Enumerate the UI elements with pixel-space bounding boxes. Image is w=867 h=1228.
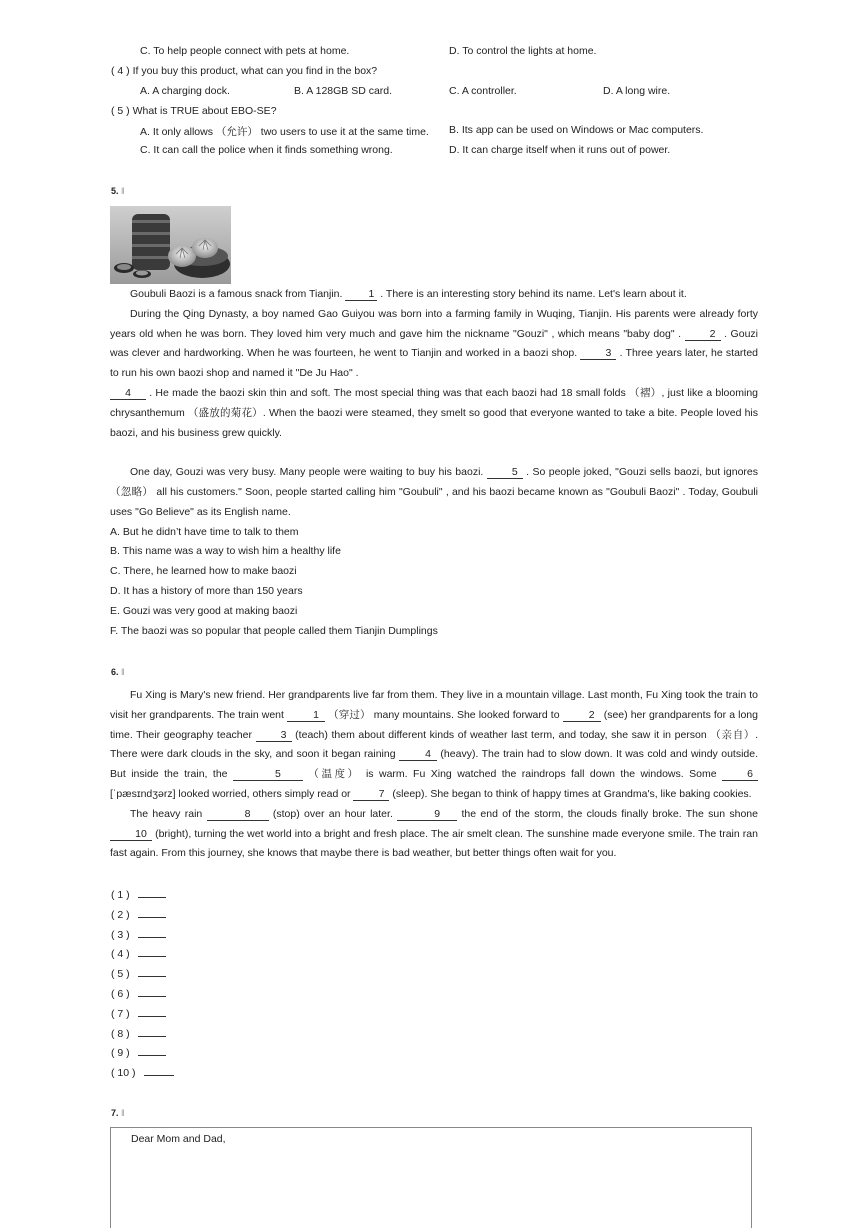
section-5-title: 5. ǁ: [111, 186, 125, 196]
blank-6-3[interactable]: 3: [256, 729, 292, 742]
answer-row[interactable]: ( 7 ): [111, 1005, 174, 1025]
answer-row[interactable]: ( 10 ): [111, 1064, 174, 1084]
section-6-title: 6. ǁ: [111, 667, 125, 677]
option-f: F. The baozi was so popular that people called them Tianjin Dumplings: [110, 624, 438, 637]
writing-box[interactable]: [110, 1127, 752, 1228]
blank-6-8[interactable]: 8: [207, 808, 269, 821]
blank-6-6[interactable]: 6: [722, 768, 758, 781]
option-c: C. There, he learned how to make baozi: [110, 565, 297, 578]
q5-option-a: A. It only allows （允许） two users to use it at the same time.: [140, 126, 429, 138]
blank-6-4[interactable]: 4: [399, 748, 437, 761]
letter-greeting: Dear Mom and Dad,: [131, 1133, 226, 1145]
blank-2[interactable]: 2: [685, 328, 721, 341]
section-5-passage: Goubuli Baozi is a famous snack from Tianjin. 1 . There is an interesting story behind its name. Let's learn about it. During the Qing Dynasty, a boy named Gao Guiyou was born into a farming family in Wuqing, Tianjin. His parents were already forty years old when he was born. They loved him very much and gave him the nickname "Gouzi" , which means "baby dog" . 2 . Gouzi was clever and hardworking. When he was fourteen, he went to Tianjin and worked in a baozi shop. 3 . Three years later, he started to run his own baozi shop and named it "De Ju Hao" . 4 . He made the baozi skin thin and soft. The most special thing was that each baozi had 18 small folds （褶）, just like a blooming chrysanthemum （盛放的菊花）. When the baozi were steamed, they smelt so good that everyone wanted to take a bite. People loved his baozi, and his business grew quickly. One day, Gouzi was very busy. Many people were waiting to buy his baozi. 5 . So people joked, "Gouzi sells baozi, but ignores （忽略） all his customers." Soon, people started calling him "Goubuli" , and his baozi became known as "Goubuli Baozi" . Today, Goubuli uses "Go Believe" as its English name. A. But he didn’t have time to talk to them B. This name was a way to wish him a healthy life C. There, he learned how to make baozi D. It has a history of more than 150 years E. Gouzi was very good at making baozi F. The baozi was so popular that people called them Tianjin Dumplings: [110, 285, 758, 641]
blank-6-10[interactable]: 10: [110, 828, 152, 841]
answer-row[interactable]: ( 4 ): [111, 945, 174, 965]
answer-row[interactable]: ( 2 ): [111, 906, 174, 926]
q3-option-c: C. To help people connect with pets at home.: [140, 45, 350, 57]
q4-option-a: A. A charging dock.: [140, 85, 230, 97]
answer-row[interactable]: ( 1 ): [111, 886, 174, 906]
blank-6-1[interactable]: 1: [287, 709, 325, 722]
answer-row[interactable]: ( 8 ): [111, 1025, 174, 1045]
answer-row[interactable]: ( 3 ): [111, 926, 174, 946]
q5-question: ( 5 ) What is TRUE about EBO-SE?: [111, 105, 277, 117]
answer-row[interactable]: ( 5 ): [111, 965, 174, 985]
baozi-steamer-photo: [110, 206, 231, 284]
option-a: A. But he didn’t have time to talk to them: [110, 525, 299, 538]
blank-1[interactable]: 1: [345, 288, 377, 301]
option-d: D. It has a history of more than 150 years: [110, 584, 303, 597]
blank-6-2[interactable]: 2: [563, 709, 601, 722]
q4-question: ( 4 ) If you buy this product, what can you find in the box?: [111, 65, 378, 77]
option-e: E. Gouzi was very good at making baozi: [110, 604, 298, 617]
q5-option-b: B. Its app can be used on Windows or Mac computers.: [449, 124, 704, 136]
answer-row[interactable]: ( 6 ): [111, 985, 174, 1005]
q5-option-c: C. It can call the police when it finds something wrong.: [140, 144, 393, 156]
blank-4[interactable]: 4: [110, 387, 146, 400]
blank-5[interactable]: 5: [487, 466, 523, 479]
blank-6-9[interactable]: 9: [397, 808, 457, 821]
answer-list: [111, 886, 174, 1084]
q4-option-c: C. A controller.: [449, 85, 517, 97]
q4-option-b: B. A 128GB SD card.: [294, 85, 393, 97]
q4-option-d: D. A long wire.: [603, 85, 671, 97]
blank-6-7[interactable]: 7: [353, 788, 389, 801]
option-b: B. This name was a way to wish him a healthy life: [110, 545, 341, 558]
section-7-title: 7. ǁ: [111, 1108, 125, 1118]
q3-option-d: D. To control the lights at home.: [449, 45, 597, 57]
section-6-passage: Fu Xing is Mary's new friend. Her grandparents live far from them. They live in a mountain village. Last month, Fu Xing took the train to visit her grandparents. The train went 1 （穿过） many mountains. She looked forward to 2 (see) her grandparents for a long time. Their geography teacher 3 (teach) them about different kinds of weather last term, and today, she saw it in person （亲自）. There were dark clouds in the sky, and soon it began raining 4 (heavy). The train had to slow down. It was cold and windy outside. But inside the train, the 5 （温度） is warm. Fu Xing watched the raindrops fall down the windows. Some 6 [ˈpæsɪndʒərz] looked worried, others simply read or 7 (sleep). She began to think of happy times at Grandma's, like baking cookies. The heavy rain 8 (stop) over an hour later. 9 the end of the storm, the clouds finally broke. The sun shone 10 (bright), turning the wet world into a bright and fresh place. The air smelt clean. The sunshine made everyone smile. The train ran fast again. From this journey, she knows that maybe there is bad weather, but better things often wait for you.: [110, 689, 759, 860]
q5-option-d: D. It can charge itself when it runs out of power.: [449, 144, 671, 156]
blank-6-5[interactable]: 5: [233, 768, 303, 781]
blank-3[interactable]: 3: [580, 347, 616, 360]
answer-row[interactable]: ( 9 ): [111, 1044, 174, 1064]
